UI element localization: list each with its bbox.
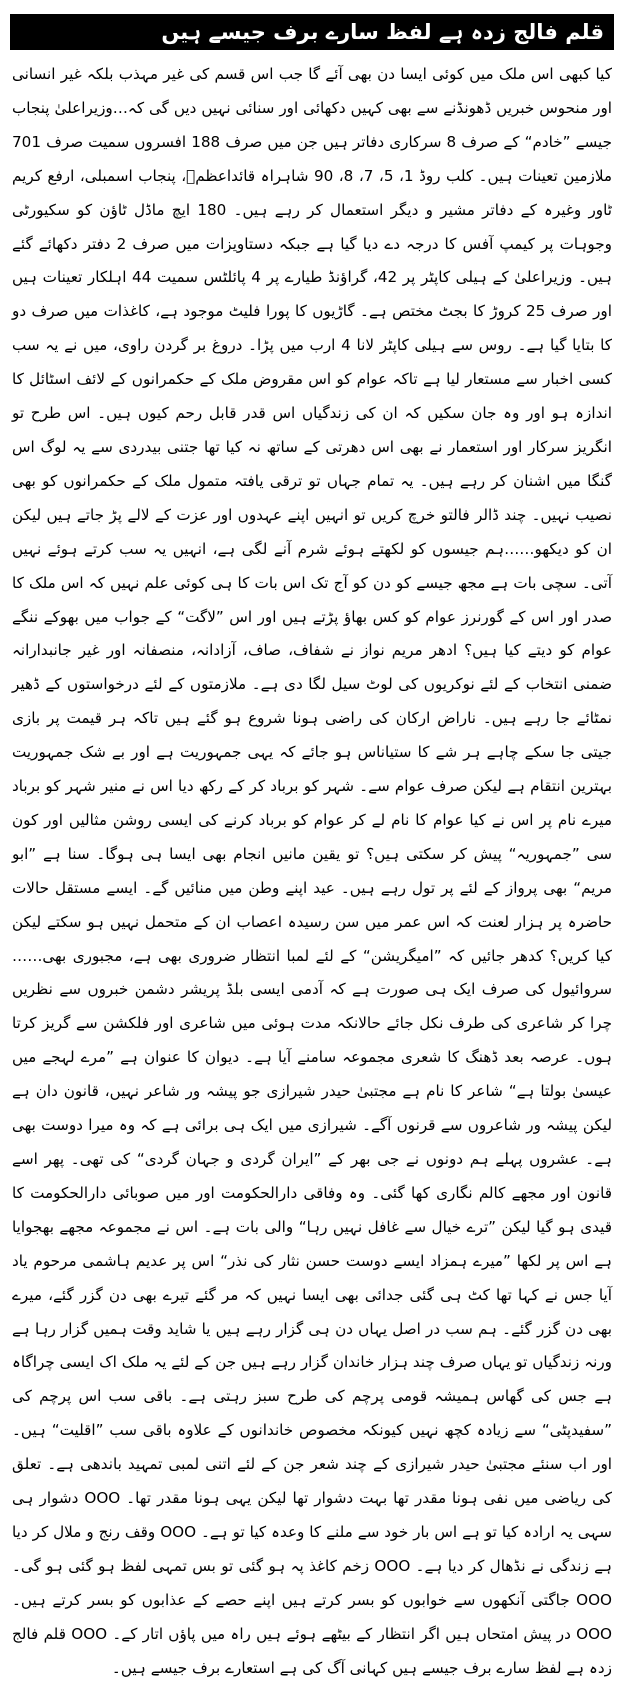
headline-banner	[10, 14, 614, 50]
article-body	[12, 58, 613, 1677]
article-paragraph: کیا کبھی اس ملک میں کوئی ایسا دن بھی آئے گا جب اس قسم کی غیر مہذب بلکہ غیر انسانی اور منحوس خبریں ڈھونڈنے سے بھی کہیں دکھائی اور سنائی نہیں دیں گی کہ…وزیراعلیٰ پنجاب جیسے ”خادم“ کے صرف 8 سرکاری دفاتر ہیں جن میں صرف 188 افسروں سمیت صرف 701 ملازمین تعینات ہیں۔ کلب روڈ 1، 5، 7، 8، 90 شاہراہ قائداعظمؒ، پنجاب اسمبلی، ارفع کریم ٹاور وغیرہ کے دفاتر مشیر و دیگر استعمال کر رہے ہیں۔ 180 ایچ ماڈل ٹاؤن کو سکیورٹی وجوہات پر کیمپ آفس کا درجہ دے دیا گیا ہے جبکہ دستاویزات میں صرف 2 دفتر دکھائے گئے ہیں۔ وزیراعلیٰ کے ہیلی کاپٹر پر 42، گراؤنڈ طیارے پر 4 پائلٹس سمیت 44 اہلکار تعینات ہیں اور صرف 25 کروڑ کا بجٹ مختص ہے۔ گاڑیوں کا پورا فلیٹ موجود ہے، کاغذات میں صرف دو کا بتایا گیا ہے۔ روس سے ہیلی کاپٹر لانا 4 ارب میں پڑا۔ دروغ بر گردن راوی، میں نے یہ سب کسی اخبار سے مستعار لیا ہے تاکہ عوام کو اس مقروض ملک کے حکمرانوں کے لائف اسٹائل کا اندازہ ہو اور وہ جان سکیں کہ ان کی زندگیاں اس قدر قابل رحم کیوں ہیں۔ اس طرح تو انگریز سرکار اور استعمار نے بھی اس دھرتی کے ساتھ نہ کیا تھا جتنی بیدردی سے یہ لوگ اس گنگا میں اشنان کر رہے ہیں۔ یہ تمام جہاں تو ترقی یافتہ متمول ملک کے حکمرانوں کو بھی نصیب نہیں۔ چند ڈالر فالتو خرچ کریں تو انہیں اپنے عہدوں اور عزت کے لالے پڑ جاتے ہیں لیکن ان کو دیکھو……ہم جیسوں کو لکھتے ہوئے شرم آنے لگی ہے، انہیں یہ سب کرتے ہوئے نہیں آتی۔ سچی بات ہے مجھ جیسے کو دن کو آج تک اس بات کا ہی کوئی علم نہیں کہ اس ملک کا صدر اور اس کے گورنرز عوام کو کس بھاؤ پڑتے ہیں اور اس ”لاگت“ کے جواب میں بھوکے ننگے عوام کو دیتے کیا ہیں؟ ادھر مریم نواز نے شفاف، صاف، آزادانہ، منصفانہ اور غیر جانبدارانہ ضمنی انتخاب کے لئے نوکریوں کی لوٹ سیل لگا دی ہے۔ ملازمتوں کے لئے درخواستوں کے ڈھیر نمٹائے جا رہے ہیں۔ ناراض ارکان کی راضی ہونا شروع ہو گئے ہیں تاکہ ہر قیمت پر بازی جیتی جا سکے چاہے ہر شے کا ستیاناس ہو جائے کہ یہی جمہوریت ہے اور بے شک جمہوریت بہترین انتقام ہے لیکن صرف عوام سے۔ شہر کو برباد کر کے رکھ دیا اس نے منیر شہر کو برباد میرے نام پر اس نے کیا عوام کا نام لے کر عوام کو برباد کرنے کی ایسی روشن مثالیں اور کون سی ”جمہوریہ“ پیش کر سکتی ہیں؟ تو یقین مانیں انجام بھی ایسا ہی ہوگا۔ سنا ہے ”ابو مریم“ بھی پرواز کے لئے پر تول رہے ہیں۔ عید اپنے وطن میں منائیں گے۔ ایسے مستقل حالات حاضرہ پر ہزار لعنت کہ اس عمر میں سن رسیدہ اعصاب ان کے متحمل نہیں ہو سکتے لیکن کیا کریں؟ کدھر جائیں کہ ”امیگریشن“ کے لئے لمبا انتظار ضروری بھی ہے، مجبوری بھی…… سروائیول کی صرف ایک ہی صورت ہے کہ آدمی ایسی بلڈ پریشر دشمن خبروں سے نظریں چرا کر شاعری کی طرف نکل جائے حالانکہ مدت ہوئی میں شاعری اور فلکشن سے گریز کرتا ہوں۔ عرصہ بعد ڈھنگ کا شعری مجموعہ سامنے آیا ہے۔ دیوان کا عنوان ہے ”مرے لہجے میں عیسیٰ بولتا ہے“ شاعر کا نام ہے مجتبیٰ حیدر شیرازی جو پیشہ ور شاعر نہیں، قانون دان ہے لیکن پیشہ ور شاعروں سے قرنوں آگے۔ شیرازی میں ایک ہی برائی ہے کہ وہ میرا دوست بھی ہے۔ عشروں پہلے ہم دونوں نے جی بھر کے ”ایران گردی و جہان گردی“ کی تھی۔ پھر اسے قانون اور مجھے کالم نگاری کھا گئی۔ وہ وفاقی دارالحکومت اور میں صوبائی دارالحکومت کا قیدی ہو گیا لیکن ”ترے خیال سے غافل نہیں رہا“ والی بات ہے۔ اس نے مجموعہ مجھے بھجوایا ہے اس پر لکھا ”میرے ہمزاد ایسے دوست حسن نثار کی نذر“ اس پر عدیم ہاشمی مرحوم یاد آیا جس نے کہا تھا کٹ ہی گئی جدائی بھی ایسا نہیں کہ مر گئے تیرے بھی دن گزر گئے، میرے بھی دن گزر گئے۔ ہم سب در اصل یہاں دن ہی گزار رہے ہیں یا شاید وقت ہمیں گزار رہا ہے ورنہ زندگیاں تو یہاں صرف چند ہزار خاندان گزار رہے ہیں جن کے لئے یہ ملک اک ایسی چراگاہ ہے جس کی گھاس ہمیشہ قومی پرچم کی طرح سبز رہتی ہے۔ باقی سب اس پرچم کی ”سفیدپٹی“ سے زیادہ کچھ نہیں کیونکہ مخصوص خاندانوں کے علاوہ باقی سب ”اقلیت“ ہیں۔ اور اب سنئے مجتبیٰ حیدر شیرازی کے چند شعر جن کے لئے اتنی لمبی تمہید باندھی ہے۔ تعلق کی ریاضی میں نفی ہونا مقدر تھا بہت دشوار تھا لیکن یہی ہونا مقدر تھا۔ OOO دشوار ہی سہی یہ ارادہ کیا تو ہے اس بار خود سے ملنے کا وعدہ کیا تو ہے۔ OOO وقف رنج و ملال کر دیا ہے زندگی نے نڈھال کر دیا ہے۔ OOO زخم کاغذ پہ ہو گئی تو بس تمہی لفظ ہو گئی ہو گی۔ OOO جاگتی آنکھوں سے خوابوں کو بسر کرتے ہیں اپنے حصے کے عذابوں کو بسر کرتے ہیں۔ OOO در پیش امتحاں ہیں اگر انتظار کے بیٹھے ہوئے ہیں راہ میں پاؤں اتار کے۔ OOO قلم فالج زدہ ہے لفظ سارے برف جیسے ہیں کہانی آگ کی ہے استعارے برف جیسے ہیں۔	[12, 65, 613, 1677]
headline: قلم فالج زدہ ہے لفظ سارے برف جیسے ہیں	[161, 20, 604, 44]
